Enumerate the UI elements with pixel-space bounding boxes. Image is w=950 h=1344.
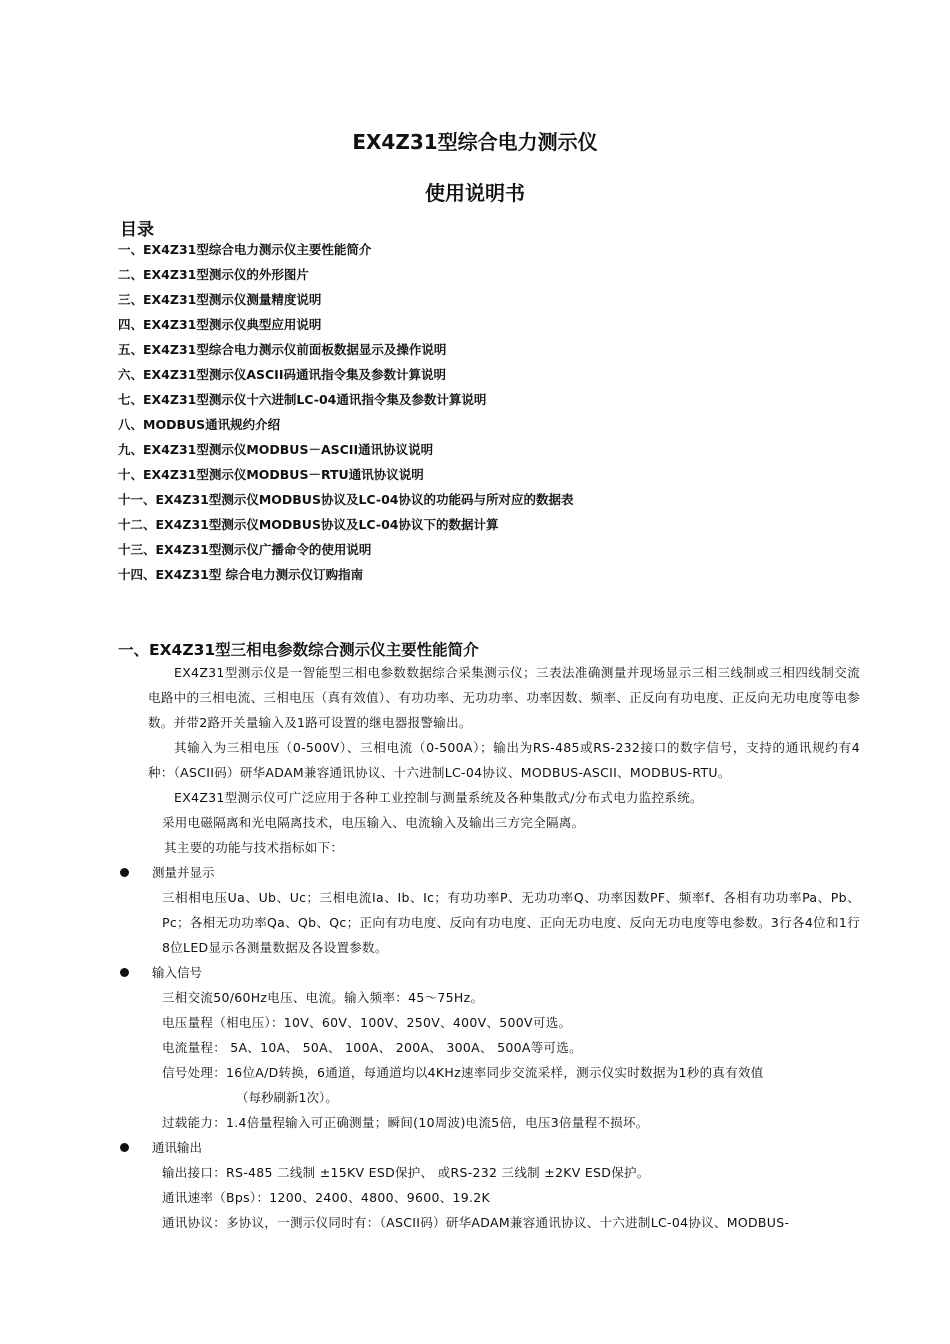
toc-item[interactable]: 一、EX4Z31型综合电力测示仪主要性能简介 — [118, 242, 372, 257]
bullet-dot-icon — [120, 868, 129, 877]
toc-item[interactable]: 十二、EX4Z31型测示仪MODBUS协议及LC-04协议下的数据计算 — [118, 517, 499, 532]
document-subtitle: 使用说明书 — [425, 181, 525, 205]
document-title: EX4Z31型综合电力测示仪 — [352, 130, 598, 154]
paragraph: 其输入为三相电压（0-500V）、三相电流（0-500A）；输出为RS-485或RS-232接口的数字信号，支持的通讯规约有4种：（ASCII码）研华ADAM兼容通讯协议、十六进制LC-04协议、MODBUS-ASCII、MODBUS-RTU。 — [148, 740, 860, 780]
bullet-text: 通讯协议：多协议，一测示仪同时有：（ASCII码）研华ADAM兼容通讯协议、十六进制LC-04协议、MODBUS- — [162, 1215, 790, 1230]
bullet-text: 信号处理：16位A/D转换，6通道，每通道均以4KHz速率同步交流采样，测示仪实时数据为1秒的真有效值 — [162, 1065, 764, 1080]
toc-item[interactable]: 十三、EX4Z31型测示仪广播命令的使用说明 — [118, 542, 372, 557]
toc-item[interactable]: 五、EX4Z31型综合电力测示仪前面板数据显示及操作说明 — [118, 342, 447, 357]
bullet-label: 输入信号 — [152, 965, 203, 980]
bullet-text: （每秒刷新1次）。 — [236, 1090, 338, 1105]
toc-item[interactable]: 四、EX4Z31型测示仪典型应用说明 — [118, 317, 322, 332]
paragraph: 采用电磁隔离和光电隔离技术，电压输入、电流输入及输出三方完全隔离。 — [162, 815, 585, 830]
bullet-dot-icon — [120, 968, 129, 977]
toc-item[interactable]: 十、EX4Z31型测示仪MODBUS－RTU通讯协议说明 — [118, 467, 424, 482]
toc-item[interactable]: 十一、EX4Z31型测示仪MODBUS协议及LC-04协议的功能码与所对应的数据表 — [118, 492, 574, 507]
toc-heading: 目录 — [120, 220, 154, 240]
bullet-text: 电流量程： 5A、10A、 50A、 100A、 200A、 300A、 500A等可选。 — [162, 1040, 582, 1055]
bullet-text: 输出接口：RS-485 二线制 ±15KV ESD保护、 或RS-232 三线制 ±2KV ESD保护。 — [162, 1165, 650, 1180]
toc-item[interactable]: 三、EX4Z31型测示仪测量精度说明 — [118, 292, 322, 307]
section-heading: 一、EX4Z31型三相电参数综合测示仪主要性能简介 — [118, 641, 479, 659]
toc-item[interactable]: 十四、EX4Z31型 综合电力测示仪订购指南 — [118, 567, 364, 582]
bullet-text: 通讯速率（Bps）：1200、2400、4800、9600、19.2K — [162, 1190, 491, 1205]
bullet-dot-icon — [120, 1143, 129, 1152]
toc-item[interactable]: 二、EX4Z31型测示仪的外形图片 — [118, 267, 309, 282]
toc-item[interactable]: 九、EX4Z31型测示仪MODBUS－ASCII通讯协议说明 — [118, 442, 434, 457]
toc-item[interactable]: 六、EX4Z31型测示仪ASCII码通讯指令集及参数计算说明 — [118, 367, 446, 382]
bullet-label: 测量并显示 — [152, 865, 215, 880]
toc-item[interactable]: 七、EX4Z31型测示仪十六进制LC-04通讯指令集及参数计算说明 — [118, 392, 487, 407]
bullet-item — [148, 960, 860, 985]
section-body — [148, 660, 860, 1235]
paragraph: EX4Z31型测示仪可广泛应用于各种工业控制与测量系统及各种集散式/分布式电力监控系统。 — [174, 790, 703, 805]
paragraph: EX4Z31型测示仪是一智能型三相电参数数据综合采集测示仪；三表法准确测量并现场显示三相三线制或三相四线制交流电路中的三相电流、三相电压（真有效值）、有功功率、无功功率、功率因数、频率、正反向有功电度、正反向无功电度等电参数。并带2路开关量输入及1路可设置的继电器报警输出。 — [148, 665, 860, 730]
bullet-label: 通讯输出 — [152, 1140, 203, 1155]
toc-item[interactable]: 八、MODBUS通讯规约介绍 — [118, 417, 281, 432]
bullet-text: 电压量程（相电压）：10V、60V、100V、250V、400V、500V可选。 — [162, 1015, 572, 1030]
table-of-contents — [118, 240, 573, 590]
bullet-item — [148, 860, 860, 885]
bullet-item — [148, 1135, 860, 1160]
bullet-text: 过载能力：1.4倍量程输入可正确测量；瞬间(10周波)电流5倍，电压3倍量程不损坏。 — [162, 1115, 649, 1130]
paragraph: 其主要的功能与技术指标如下： — [164, 840, 344, 855]
bullet-text: 三相交流50/60Hz电压、电流。输入频率：45～75Hz。 — [162, 990, 484, 1005]
bullet-text: 三相相电压Ua、Ub、Uc；三相电流Ia、Ib、Ic；有功功率P、无功功率Q、功率因数PF、频率f、各相有功功率Pa、Pb、Pc；各相无功功率Qa、Qb、Qc；正向有功电度、反向有功电度、正向无功电度、反向无功电度等电参数。3行各4位和1行8位LED显示各测量数据及各设置参数。 — [162, 890, 860, 955]
